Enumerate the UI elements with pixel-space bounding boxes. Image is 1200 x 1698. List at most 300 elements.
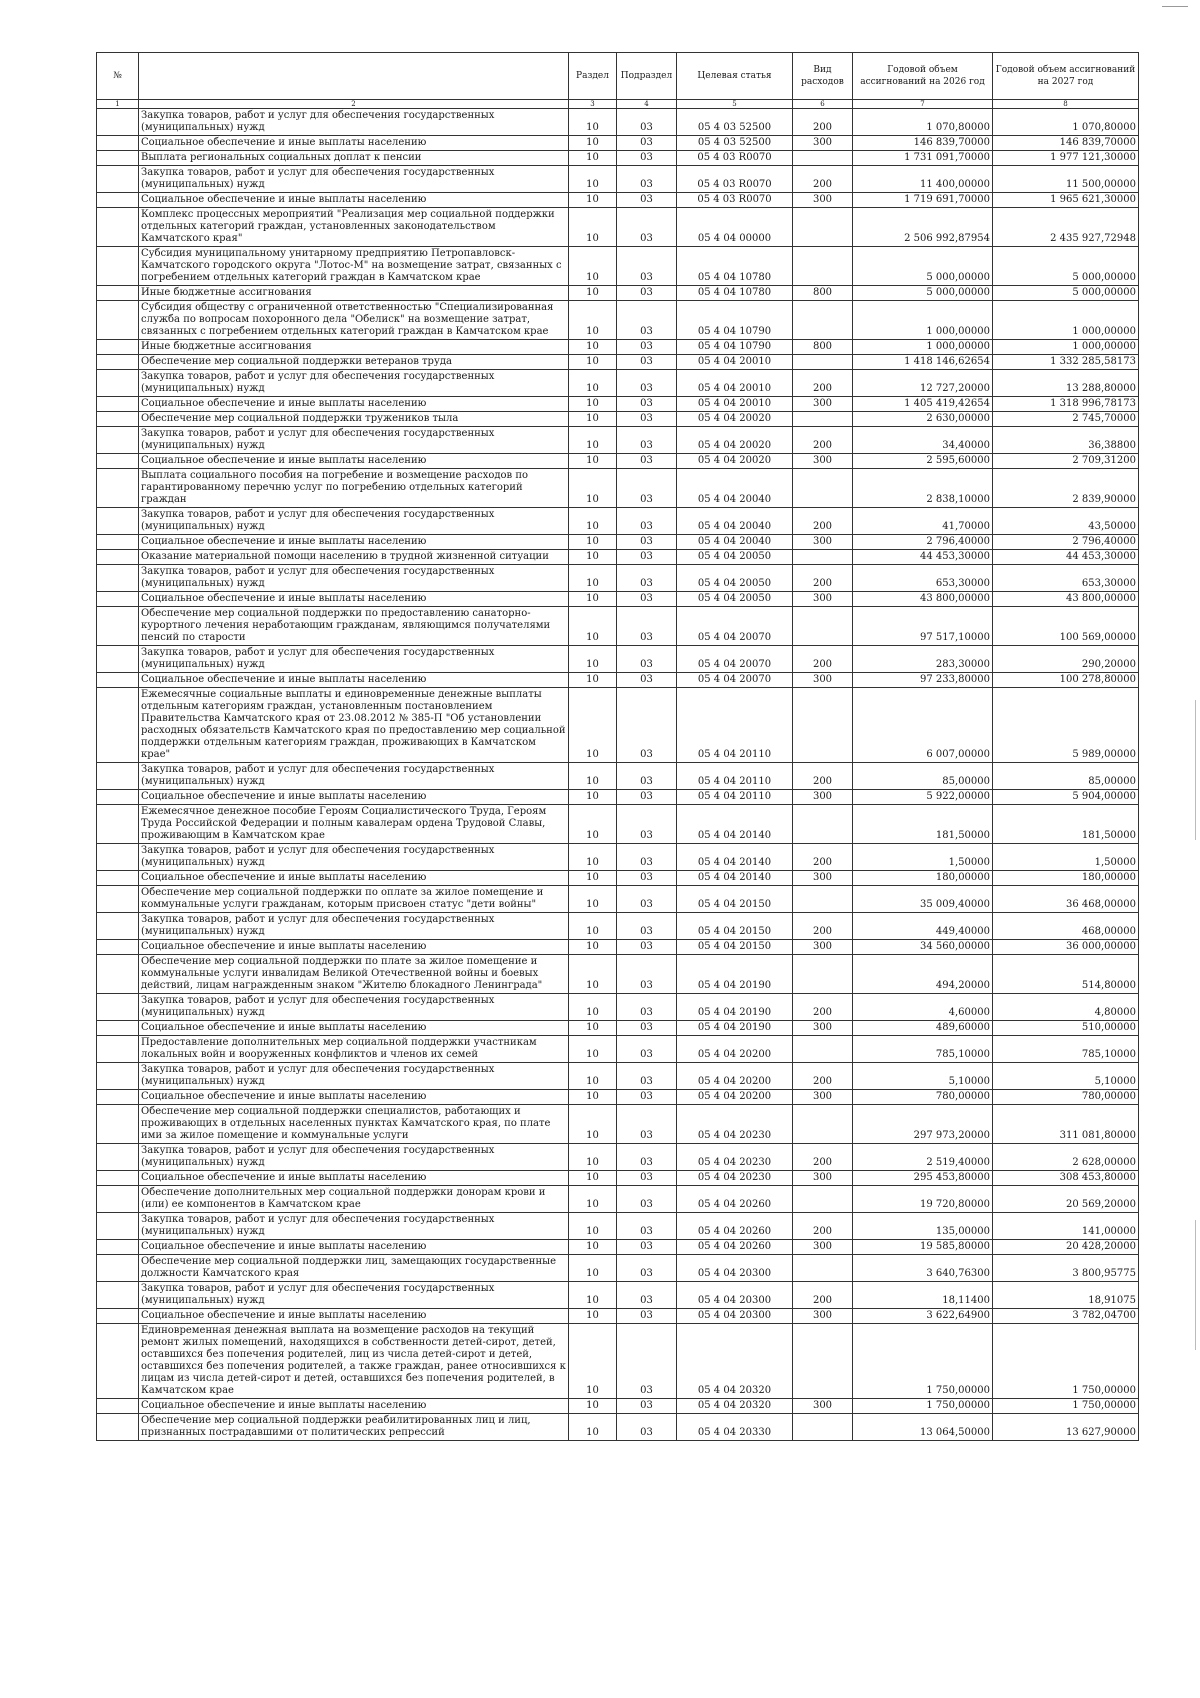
amount-2027-cell: 13 288,80000 [993, 370, 1139, 397]
table-row [97, 1171, 1139, 1186]
amount-2026-cell: 494,20000 [853, 955, 993, 994]
column-number: 6 [793, 100, 853, 109]
table-row [97, 151, 1139, 166]
subsection-cell: 03 [617, 886, 677, 913]
row-number-cell [97, 607, 139, 646]
section-cell: 10 [569, 1105, 617, 1144]
expense-type-cell: 300 [793, 1090, 853, 1105]
amount-2027-cell: 2 796,40000 [993, 535, 1139, 550]
subsection-cell: 03 [617, 1414, 677, 1441]
amount-2027-cell: 1 977 121,30000 [993, 151, 1139, 166]
target-article-cell: 05 4 03 R0070 [677, 193, 793, 208]
expense-name-cell: Ежемесячные социальные выплаты и единовременные денежные выплаты отдельным категориям граждан, установленным постановлением Правительства Камчатского края от 23.08.2012 № 385-П "Об установлении расходных обязательств Камчатского края по предоставлению мер социальной поддержки отдельным категориям граждан, проживающих в Камчатском крае" [139, 688, 569, 763]
table-row [97, 412, 1139, 427]
amount-2027-cell: 18,91075 [993, 1282, 1139, 1309]
expense-name-cell: Закупка товаров, работ и услуг для обеспечения государственных (муниципальных) нужд [139, 166, 569, 193]
amount-2026-cell: 19 720,80000 [853, 1186, 993, 1213]
header-volume-2026: Годовой объем ассигнований на 2026 год [853, 53, 993, 100]
section-cell: 10 [569, 1090, 617, 1105]
amount-2027-cell: 1 965 621,30000 [993, 193, 1139, 208]
row-number-cell [97, 805, 139, 844]
expense-type-cell [793, 607, 853, 646]
subsection-cell: 03 [617, 940, 677, 955]
amount-2026-cell: 3 622,64900 [853, 1309, 993, 1324]
amount-2027-cell: 5 000,00000 [993, 247, 1139, 286]
expense-name-cell: Единовременная денежная выплата на возмещение расходов на текущий ремонт жилых помещений, находящихся в собственности детей-сирот, детей, оставшихся без попечения родителей, лиц из числа детей-сирот и детей, оставшихся без попечения родителей, а также граждан, ранее относившихся к лицам из числа детей-сирот и детей, оставшихся без попечения родителей, в Камчатском крае [139, 1324, 569, 1399]
subsection-cell: 03 [617, 301, 677, 340]
expense-type-cell [793, 1414, 853, 1441]
amount-2027-cell: 5 904,00000 [993, 790, 1139, 805]
target-article-cell: 05 4 04 20330 [677, 1414, 793, 1441]
subsection-cell: 03 [617, 136, 677, 151]
expense-type-cell: 200 [793, 994, 853, 1021]
amount-2027-cell: 311 081,80000 [993, 1105, 1139, 1144]
row-number-cell [97, 1240, 139, 1255]
row-number-cell [97, 592, 139, 607]
amount-2026-cell: 4,60000 [853, 994, 993, 1021]
column-number: 2 [139, 100, 569, 109]
expense-name-cell: Закупка товаров, работ и услуг для обеспечения государственных (муниципальных) нужд [139, 427, 569, 454]
table-row [97, 1414, 1139, 1441]
row-number-cell [97, 136, 139, 151]
expense-type-cell: 200 [793, 565, 853, 592]
amount-2027-cell: 3 800,95775 [993, 1255, 1139, 1282]
amount-2027-cell: 1,50000 [993, 844, 1139, 871]
subsection-cell: 03 [617, 646, 677, 673]
target-article-cell: 05 4 04 20050 [677, 592, 793, 607]
expense-type-cell: 300 [793, 1171, 853, 1186]
amount-2026-cell: 11 400,00000 [853, 166, 993, 193]
amount-2027-cell: 2 839,90000 [993, 469, 1139, 508]
subsection-cell: 03 [617, 397, 677, 412]
row-number-cell [97, 955, 139, 994]
row-number-cell [97, 1213, 139, 1240]
section-cell: 10 [569, 1036, 617, 1063]
amount-2026-cell: 19 585,80000 [853, 1240, 993, 1255]
row-number-cell [97, 1282, 139, 1309]
section-cell: 10 [569, 673, 617, 688]
expense-type-cell: 300 [793, 1240, 853, 1255]
table-row [97, 340, 1139, 355]
table-row [97, 109, 1139, 136]
table-row [97, 1213, 1139, 1240]
target-article-cell: 05 4 04 20110 [677, 763, 793, 790]
row-number-cell [97, 844, 139, 871]
expense-name-cell: Социальное обеспечение и иные выплаты населению [139, 397, 569, 412]
column-number: 1 [97, 100, 139, 109]
subsection-cell: 03 [617, 193, 677, 208]
table-row [97, 913, 1139, 940]
row-number-cell [97, 646, 139, 673]
expense-name-cell: Оказание материальной помощи населению в трудной жизненной ситуации [139, 550, 569, 565]
table-row [97, 208, 1139, 247]
table-row [97, 454, 1139, 469]
expense-type-cell: 300 [793, 790, 853, 805]
expense-name-cell: Социальное обеспечение и иные выплаты населению [139, 790, 569, 805]
section-cell: 10 [569, 412, 617, 427]
expense-name-cell: Иные бюджетные ассигнования [139, 286, 569, 301]
table-row [97, 565, 1139, 592]
subsection-cell: 03 [617, 454, 677, 469]
target-article-cell: 05 4 04 20230 [677, 1171, 793, 1186]
amount-2026-cell: 97 517,10000 [853, 607, 993, 646]
row-number-cell [97, 1414, 139, 1441]
amount-2026-cell: 34,40000 [853, 427, 993, 454]
subsection-cell: 03 [617, 1324, 677, 1399]
column-number: 4 [617, 100, 677, 109]
target-article-cell: 05 4 04 10790 [677, 301, 793, 340]
header-section: Раздел [569, 53, 617, 100]
amount-2026-cell: 2 796,40000 [853, 535, 993, 550]
table-row [97, 673, 1139, 688]
amount-2026-cell: 5 000,00000 [853, 286, 993, 301]
section-cell: 10 [569, 469, 617, 508]
subsection-cell: 03 [617, 844, 677, 871]
amount-2027-cell: 44 453,30000 [993, 550, 1139, 565]
table-row [97, 508, 1139, 535]
target-article-cell: 05 4 04 20020 [677, 412, 793, 427]
target-article-cell: 05 4 04 20200 [677, 1090, 793, 1105]
row-number-cell [97, 994, 139, 1021]
expense-type-cell: 300 [793, 1399, 853, 1414]
amount-2027-cell: 468,00000 [993, 913, 1139, 940]
subsection-cell: 03 [617, 763, 677, 790]
expense-type-cell [793, 355, 853, 370]
expense-name-cell: Обеспечение мер социальной поддержки по оплате за жилое помещение и коммунальные услуги гражданам, которым присвоен статус "дети войны" [139, 886, 569, 913]
target-article-cell: 05 4 04 20010 [677, 370, 793, 397]
amount-2027-cell: 36,38800 [993, 427, 1139, 454]
section-cell: 10 [569, 790, 617, 805]
target-article-cell: 05 4 04 20070 [677, 646, 793, 673]
section-cell: 10 [569, 688, 617, 763]
amount-2027-cell: 20 569,20000 [993, 1186, 1139, 1213]
row-number-cell [97, 673, 139, 688]
expense-type-cell [793, 688, 853, 763]
page-corner-mark [1162, 6, 1188, 7]
amount-2027-cell: 5,10000 [993, 1063, 1139, 1090]
expense-name-cell: Субсидия муниципальному унитарному предприятию Петропавловск-Камчатского городского округа "Лотос-М" на возмещение затрат, связанных с погребением отдельных категорий граждан в Камчатском крае [139, 247, 569, 286]
amount-2026-cell: 3 640,76300 [853, 1255, 993, 1282]
expense-name-cell: Закупка товаров, работ и услуг для обеспечения государственных (муниципальных) нужд [139, 1282, 569, 1309]
expense-type-cell: 300 [793, 193, 853, 208]
amount-2026-cell: 2 506 992,87954 [853, 208, 993, 247]
amount-2026-cell: 780,00000 [853, 1090, 993, 1105]
expense-name-cell: Обеспечение мер социальной поддержки по плате за жилое помещение и коммунальные услуги инвалидам Великой Отечественной войны и боевых действий, лицам награжденным знаком "Жителю блокадного Ленинграда" [139, 955, 569, 994]
header-expense-type: Вид расходов [793, 53, 853, 100]
section-cell: 10 [569, 844, 617, 871]
subsection-cell: 03 [617, 340, 677, 355]
subsection-cell: 03 [617, 607, 677, 646]
amount-2027-cell: 1 750,00000 [993, 1399, 1139, 1414]
table-row [97, 790, 1139, 805]
subsection-cell: 03 [617, 370, 677, 397]
section-cell: 10 [569, 550, 617, 565]
row-number-cell [97, 535, 139, 550]
expense-type-cell [793, 469, 853, 508]
subsection-cell: 03 [617, 550, 677, 565]
expense-type-cell: 200 [793, 1213, 853, 1240]
subsection-cell: 03 [617, 1090, 677, 1105]
amount-2026-cell: 1,50000 [853, 844, 993, 871]
amount-2027-cell: 5 989,00000 [993, 688, 1139, 763]
table-row [97, 355, 1139, 370]
row-number-cell [97, 688, 139, 763]
subsection-cell: 03 [617, 355, 677, 370]
table-row [97, 646, 1139, 673]
amount-2027-cell: 1 332 285,58173 [993, 355, 1139, 370]
section-cell: 10 [569, 646, 617, 673]
subsection-cell: 03 [617, 1282, 677, 1309]
table-row [97, 247, 1139, 286]
expense-name-cell: Социальное обеспечение и иные выплаты населению [139, 1021, 569, 1036]
subsection-cell: 03 [617, 469, 677, 508]
expense-type-cell [793, 1036, 853, 1063]
table-row [97, 166, 1139, 193]
table-row [97, 1144, 1139, 1171]
expense-name-cell: Субсидия обществу с ограниченной ответственностью "Специализированная служба по вопросам похоронного дела "Обелиск" на возмещение затрат, связанных с погребением отдельных категорий граждан в Камчатском крае [139, 301, 569, 340]
expense-type-cell: 200 [793, 166, 853, 193]
subsection-cell: 03 [617, 1021, 677, 1036]
expense-name-cell: Социальное обеспечение и иные выплаты населению [139, 1309, 569, 1324]
expense-name-cell: Иные бюджетные ассигнования [139, 340, 569, 355]
row-number-cell [97, 1144, 139, 1171]
header-subsection: Подраздел [617, 53, 677, 100]
expense-name-cell: Закупка товаров, работ и услуг для обеспечения государственных (муниципальных) нужд [139, 1144, 569, 1171]
amount-2026-cell: 785,10000 [853, 1036, 993, 1063]
amount-2027-cell: 181,50000 [993, 805, 1139, 844]
row-number-cell [97, 166, 139, 193]
row-number-cell [97, 1105, 139, 1144]
section-cell: 10 [569, 1255, 617, 1282]
subsection-cell: 03 [617, 535, 677, 550]
section-cell: 10 [569, 301, 617, 340]
amount-2026-cell: 283,30000 [853, 646, 993, 673]
amount-2027-cell: 36 000,00000 [993, 940, 1139, 955]
target-article-cell: 05 4 04 20040 [677, 508, 793, 535]
subsection-cell: 03 [617, 790, 677, 805]
amount-2027-cell: 308 453,80000 [993, 1171, 1139, 1186]
scan-edge-mark [1195, 1220, 1196, 1350]
table-row [97, 193, 1139, 208]
row-number-cell [97, 1399, 139, 1414]
amount-2027-cell: 146 839,70000 [993, 136, 1139, 151]
amount-2027-cell: 1 000,00000 [993, 340, 1139, 355]
target-article-cell: 05 4 04 20260 [677, 1213, 793, 1240]
amount-2026-cell: 12 727,20000 [853, 370, 993, 397]
amount-2027-cell: 1 318 996,78173 [993, 397, 1139, 412]
column-number: 5 [677, 100, 793, 109]
subsection-cell: 03 [617, 427, 677, 454]
subsection-cell: 03 [617, 1255, 677, 1282]
table-row [97, 955, 1139, 994]
expense-type-cell [793, 208, 853, 247]
section-cell: 10 [569, 592, 617, 607]
amount-2027-cell: 3 782,04700 [993, 1309, 1139, 1324]
section-cell: 10 [569, 1021, 617, 1036]
section-cell: 10 [569, 1324, 617, 1399]
target-article-cell: 05 4 04 20010 [677, 397, 793, 412]
amount-2026-cell: 1 000,00000 [853, 340, 993, 355]
expense-name-cell: Обеспечение мер социальной поддержки ветеранов труда [139, 355, 569, 370]
subsection-cell: 03 [617, 1144, 677, 1171]
expense-type-cell [793, 1186, 853, 1213]
target-article-cell: 05 4 04 20050 [677, 565, 793, 592]
expense-type-cell [793, 1105, 853, 1144]
expense-name-cell: Обеспечение мер социальной поддержки по предоставлению санаторно-курортного лечения неработающим гражданам, являющимся получателями пенсий по старости [139, 607, 569, 646]
amount-2027-cell: 5 000,00000 [993, 286, 1139, 301]
section-cell: 10 [569, 805, 617, 844]
amount-2027-cell: 780,00000 [993, 1090, 1139, 1105]
target-article-cell: 05 4 04 10780 [677, 286, 793, 301]
row-number-cell [97, 1186, 139, 1213]
amount-2026-cell: 181,50000 [853, 805, 993, 844]
target-article-cell: 05 4 04 20020 [677, 427, 793, 454]
subsection-cell: 03 [617, 1186, 677, 1213]
target-article-cell: 05 4 04 20190 [677, 994, 793, 1021]
amount-2027-cell: 4,80000 [993, 994, 1139, 1021]
table-row [97, 1240, 1139, 1255]
expense-name-cell: Выплата социального пособия на погребение и возмещение расходов по гарантированному перечню услуг по погребению отдельных категорий граждан [139, 469, 569, 508]
expense-name-cell: Обеспечение мер социальной поддержки специалистов, работающих и проживающих в отдельных населенных пунктах Камчатского края, по плате ими за жилое помещение и коммунальные услуги [139, 1105, 569, 1144]
target-article-cell: 05 4 04 10780 [677, 247, 793, 286]
scan-edge-mark [1195, 700, 1196, 840]
expense-name-cell: Обеспечение мер социальной поддержки тружеников тыла [139, 412, 569, 427]
section-cell: 10 [569, 565, 617, 592]
section-cell: 10 [569, 1213, 617, 1240]
expense-type-cell: 200 [793, 1144, 853, 1171]
header-target-article: Целевая статья [677, 53, 793, 100]
row-number-cell [97, 1090, 139, 1105]
expense-type-cell: 300 [793, 940, 853, 955]
expense-name-cell: Комплекс процессных мероприятий "Реализация мер социальной поддержки отдельных категорий граждан, установленных законодательством Камчатского края" [139, 208, 569, 247]
section-cell: 10 [569, 166, 617, 193]
table-row [97, 592, 1139, 607]
expense-type-cell: 200 [793, 844, 853, 871]
expense-type-cell [793, 886, 853, 913]
target-article-cell: 05 4 03 52500 [677, 109, 793, 136]
table-row [97, 1021, 1139, 1036]
expense-type-cell: 300 [793, 673, 853, 688]
amount-2027-cell: 2 435 927,72948 [993, 208, 1139, 247]
expense-name-cell: Закупка товаров, работ и услуг для обеспечения государственных (муниципальных) нужд [139, 565, 569, 592]
subsection-cell: 03 [617, 1063, 677, 1090]
row-number-cell [97, 886, 139, 913]
expense-name-cell: Социальное обеспечение и иные выплаты населению [139, 1171, 569, 1186]
amount-2026-cell: 2 630,00000 [853, 412, 993, 427]
target-article-cell: 05 4 04 10790 [677, 340, 793, 355]
section-cell: 10 [569, 535, 617, 550]
target-article-cell: 05 4 04 20050 [677, 550, 793, 565]
section-cell: 10 [569, 247, 617, 286]
section-cell: 10 [569, 454, 617, 469]
expense-name-cell: Закупка товаров, работ и услуг для обеспечения государственных (муниципальных) нужд [139, 994, 569, 1021]
amount-2026-cell: 2 595,60000 [853, 454, 993, 469]
amount-2026-cell: 2 838,10000 [853, 469, 993, 508]
row-number-cell [97, 193, 139, 208]
table-header-row [97, 53, 1139, 100]
expense-name-cell: Закупка товаров, работ и услуг для обеспечения государственных (муниципальных) нужд [139, 913, 569, 940]
header-volume-2027: Годовой объем ассигнований на 2027 год [993, 53, 1139, 100]
subsection-cell: 03 [617, 688, 677, 763]
row-number-cell [97, 412, 139, 427]
expense-type-cell: 300 [793, 397, 853, 412]
expense-type-cell [793, 1255, 853, 1282]
target-article-cell: 05 4 04 20150 [677, 886, 793, 913]
table-row [97, 136, 1139, 151]
row-number-cell [97, 1324, 139, 1399]
section-cell: 10 [569, 370, 617, 397]
target-article-cell: 05 4 04 20300 [677, 1282, 793, 1309]
expense-type-cell [793, 805, 853, 844]
amount-2027-cell: 2 709,31200 [993, 454, 1139, 469]
expense-name-cell: Обеспечение мер социальной поддержки лиц, замещающих государственные должности Камчатского края [139, 1255, 569, 1282]
row-number-cell [97, 397, 139, 412]
expense-name-cell: Закупка товаров, работ и услуг для обеспечения государственных (муниципальных) нужд [139, 1063, 569, 1090]
amount-2026-cell: 13 064,50000 [853, 1414, 993, 1441]
row-number-cell [97, 913, 139, 940]
row-number-cell [97, 355, 139, 370]
amount-2026-cell: 2 519,40000 [853, 1144, 993, 1171]
target-article-cell: 05 4 04 20040 [677, 469, 793, 508]
subsection-cell: 03 [617, 1171, 677, 1186]
target-article-cell: 05 4 04 20260 [677, 1186, 793, 1213]
row-number-cell [97, 469, 139, 508]
table-row [97, 301, 1139, 340]
section-cell: 10 [569, 1186, 617, 1213]
amount-2027-cell: 11 500,00000 [993, 166, 1139, 193]
expense-name-cell: Социальное обеспечение и иные выплаты населению [139, 136, 569, 151]
expense-name-cell: Обеспечение мер социальной поддержки реабилитированных лиц и лиц, признанных пострадавшими от политических репрессий [139, 1414, 569, 1441]
target-article-cell: 05 4 04 20200 [677, 1063, 793, 1090]
table-row [97, 1399, 1139, 1414]
section-cell: 10 [569, 871, 617, 886]
target-article-cell: 05 4 04 20230 [677, 1105, 793, 1144]
amount-2026-cell: 5 000,00000 [853, 247, 993, 286]
amount-2026-cell: 489,60000 [853, 1021, 993, 1036]
table-row [97, 469, 1139, 508]
expense-type-cell [793, 955, 853, 994]
amount-2026-cell: 97 233,80000 [853, 673, 993, 688]
table-body [97, 109, 1139, 1441]
subsection-cell: 03 [617, 151, 677, 166]
expense-type-cell: 300 [793, 592, 853, 607]
target-article-cell: 05 4 04 20200 [677, 1036, 793, 1063]
section-cell: 10 [569, 151, 617, 166]
expense-name-cell: Закупка товаров, работ и услуг для обеспечения государственных (муниципальных) нужд [139, 763, 569, 790]
amount-2026-cell: 43 800,00000 [853, 592, 993, 607]
target-article-cell: 05 4 04 20190 [677, 1021, 793, 1036]
amount-2026-cell: 1 000,00000 [853, 301, 993, 340]
expense-type-cell [793, 412, 853, 427]
row-number-cell [97, 871, 139, 886]
target-article-cell: 05 4 04 20140 [677, 844, 793, 871]
amount-2027-cell: 180,00000 [993, 871, 1139, 886]
section-cell: 10 [569, 940, 617, 955]
target-article-cell: 05 4 04 20110 [677, 790, 793, 805]
table-row [97, 844, 1139, 871]
column-number: 8 [993, 100, 1139, 109]
amount-2027-cell: 1 000,00000 [993, 301, 1139, 340]
expense-name-cell: Социальное обеспечение и иные выплаты населению [139, 673, 569, 688]
target-article-cell: 05 4 04 20110 [677, 688, 793, 763]
target-article-cell: 05 4 04 20300 [677, 1255, 793, 1282]
subsection-cell: 03 [617, 1240, 677, 1255]
table-row [97, 1036, 1139, 1063]
expense-type-cell: 200 [793, 1282, 853, 1309]
expense-name-cell: Закупка товаров, работ и услуг для обеспечения государственных (муниципальных) нужд [139, 1213, 569, 1240]
amount-2026-cell: 180,00000 [853, 871, 993, 886]
table-row [97, 871, 1139, 886]
